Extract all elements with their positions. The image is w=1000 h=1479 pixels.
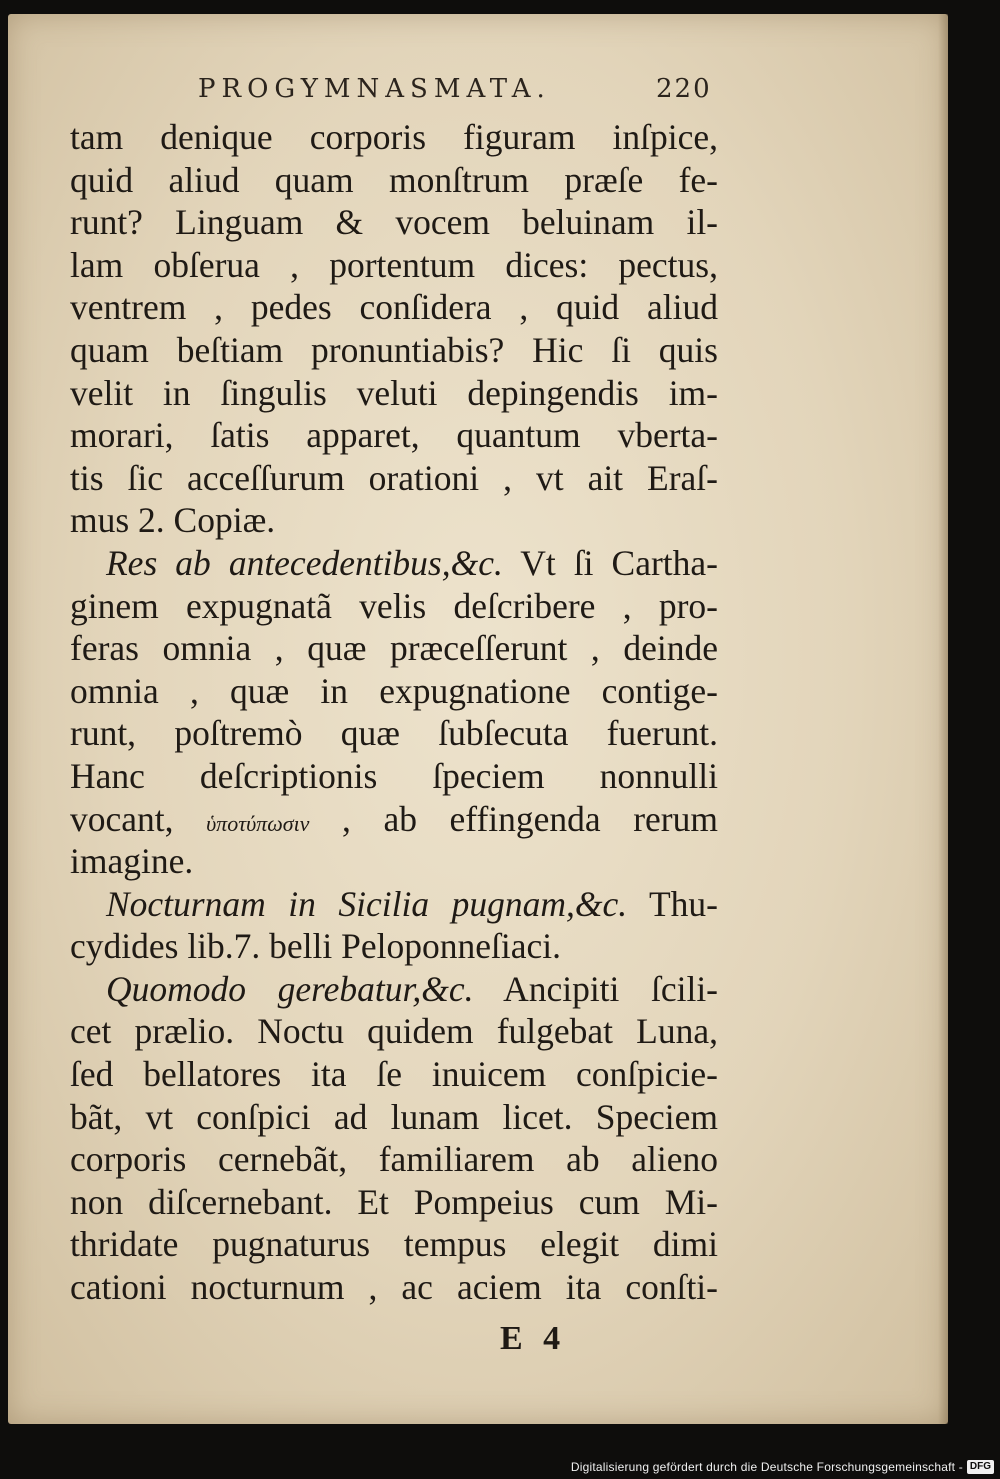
line-segment: Thu- <box>627 883 718 924</box>
italic-lemma: Quomodo gerebatur,&c. <box>106 968 474 1009</box>
greek-word: ὑποτύπωσιν <box>206 810 310 836</box>
text-line <box>70 925 718 968</box>
line-segment: feras omnia , quæ præceſſerunt , deinde <box>70 628 718 669</box>
text-line <box>70 1138 718 1181</box>
line-segment: imagine. <box>70 841 194 882</box>
page-number: 220 <box>656 74 712 104</box>
text-line <box>70 670 718 713</box>
running-title: PROGYMNASMATA. <box>198 74 551 104</box>
text-line <box>70 1223 718 1266</box>
text-line <box>70 1010 718 1053</box>
line-segment: cationi nocturnum , ac aciem ita conſti- <box>70 1267 718 1308</box>
line-segment: morari, ſatis apparet, quantum vberta- <box>70 415 718 456</box>
line-segment: cydides lib.7. belli Peloponneſiaci. <box>70 926 561 967</box>
line-segment: , ab effingenda rerum <box>309 798 718 839</box>
text-line <box>70 1096 718 1139</box>
italic-lemma: Nocturnam in Sicilia pugnam,&c. <box>106 883 628 924</box>
text-line <box>70 372 718 415</box>
text-line <box>70 712 718 755</box>
digitization-footer <box>571 1459 994 1475</box>
italic-lemma: Res ab antecedentibus,&c. <box>106 542 503 583</box>
line-segment: ſed bellatores ita ſe inuicem conſpicie- <box>70 1054 718 1095</box>
line-segment: runt, poſtremò quæ ſubſecuta fuerunt. <box>70 713 718 754</box>
line-segment: corporis cernebãt, familiarem ab alieno <box>70 1139 718 1180</box>
dfg-logo: DFG <box>967 1460 994 1474</box>
text-line <box>70 159 718 202</box>
funding-credit: Digitalisierung gefördert durch die Deutsche Forschungsgemeinschaft - <box>570 1460 963 1474</box>
body-text <box>70 116 718 1309</box>
page-edge-shadow <box>938 14 948 1424</box>
line-segment: bãt, vt conſpici ad lunam licet. Speciem <box>70 1096 718 1137</box>
text-line <box>70 840 718 883</box>
text-line <box>70 244 718 287</box>
text-line <box>70 116 718 159</box>
line-segment: non diſcernebant. Et Pompeius cum Mi- <box>70 1181 718 1222</box>
signature-mark: E 4 <box>500 1320 567 1357</box>
line-segment: Hanc deſcriptionis ſpeciem nonnulli <box>70 755 718 796</box>
line-segment: thridate pugnaturus tempus elegit dimi <box>70 1224 718 1265</box>
line-segment: mus 2. Copiæ. <box>70 500 276 541</box>
line-segment: quam beſtiam pronuntiabis? Hic ſi quis <box>70 329 718 370</box>
text-line <box>70 585 718 628</box>
text-line <box>70 627 718 670</box>
text-line <box>70 883 718 926</box>
line-segment: vocant, <box>70 798 207 839</box>
text-line <box>70 499 718 542</box>
text-line <box>70 414 718 457</box>
line-segment: Vt ſi Cartha- <box>502 542 718 583</box>
text-line <box>70 798 718 841</box>
text-line <box>70 968 718 1011</box>
line-segment: omnia , quæ in expugnatione contige- <box>70 670 718 711</box>
text-line <box>70 1181 718 1224</box>
text-line <box>70 1266 718 1309</box>
text-line <box>70 1053 718 1096</box>
running-head <box>8 74 948 108</box>
text-line <box>70 201 718 244</box>
line-segment: quid aliud quam monſtrum præſe fe- <box>70 159 718 200</box>
line-segment: tam denique corporis figuram inſpice, <box>70 117 718 157</box>
line-segment: ginem expugnatã velis deſcribere , pro- <box>70 585 718 626</box>
book-page <box>8 14 948 1424</box>
line-segment: Ancipiti ſcili- <box>473 968 719 1009</box>
text-line <box>70 329 718 372</box>
line-segment: cet prælio. Noctu quidem fulgebat Luna, <box>70 1011 718 1052</box>
text-line <box>70 286 718 329</box>
line-segment: runt? Linguam & vocem beluinam il- <box>70 202 718 243</box>
text-line <box>70 542 718 585</box>
line-segment: lam obſerua , portentum dices: pectus, <box>70 244 718 285</box>
line-segment: tis ſic acceſſurum orationi , vt ait Eraſ- <box>70 457 718 498</box>
line-segment: velit in ſingulis veluti depingendis im- <box>70 372 718 413</box>
text-line <box>70 457 718 500</box>
line-segment: ventrem , pedes conſidera , quid aliud <box>70 287 718 328</box>
text-line <box>70 755 718 798</box>
